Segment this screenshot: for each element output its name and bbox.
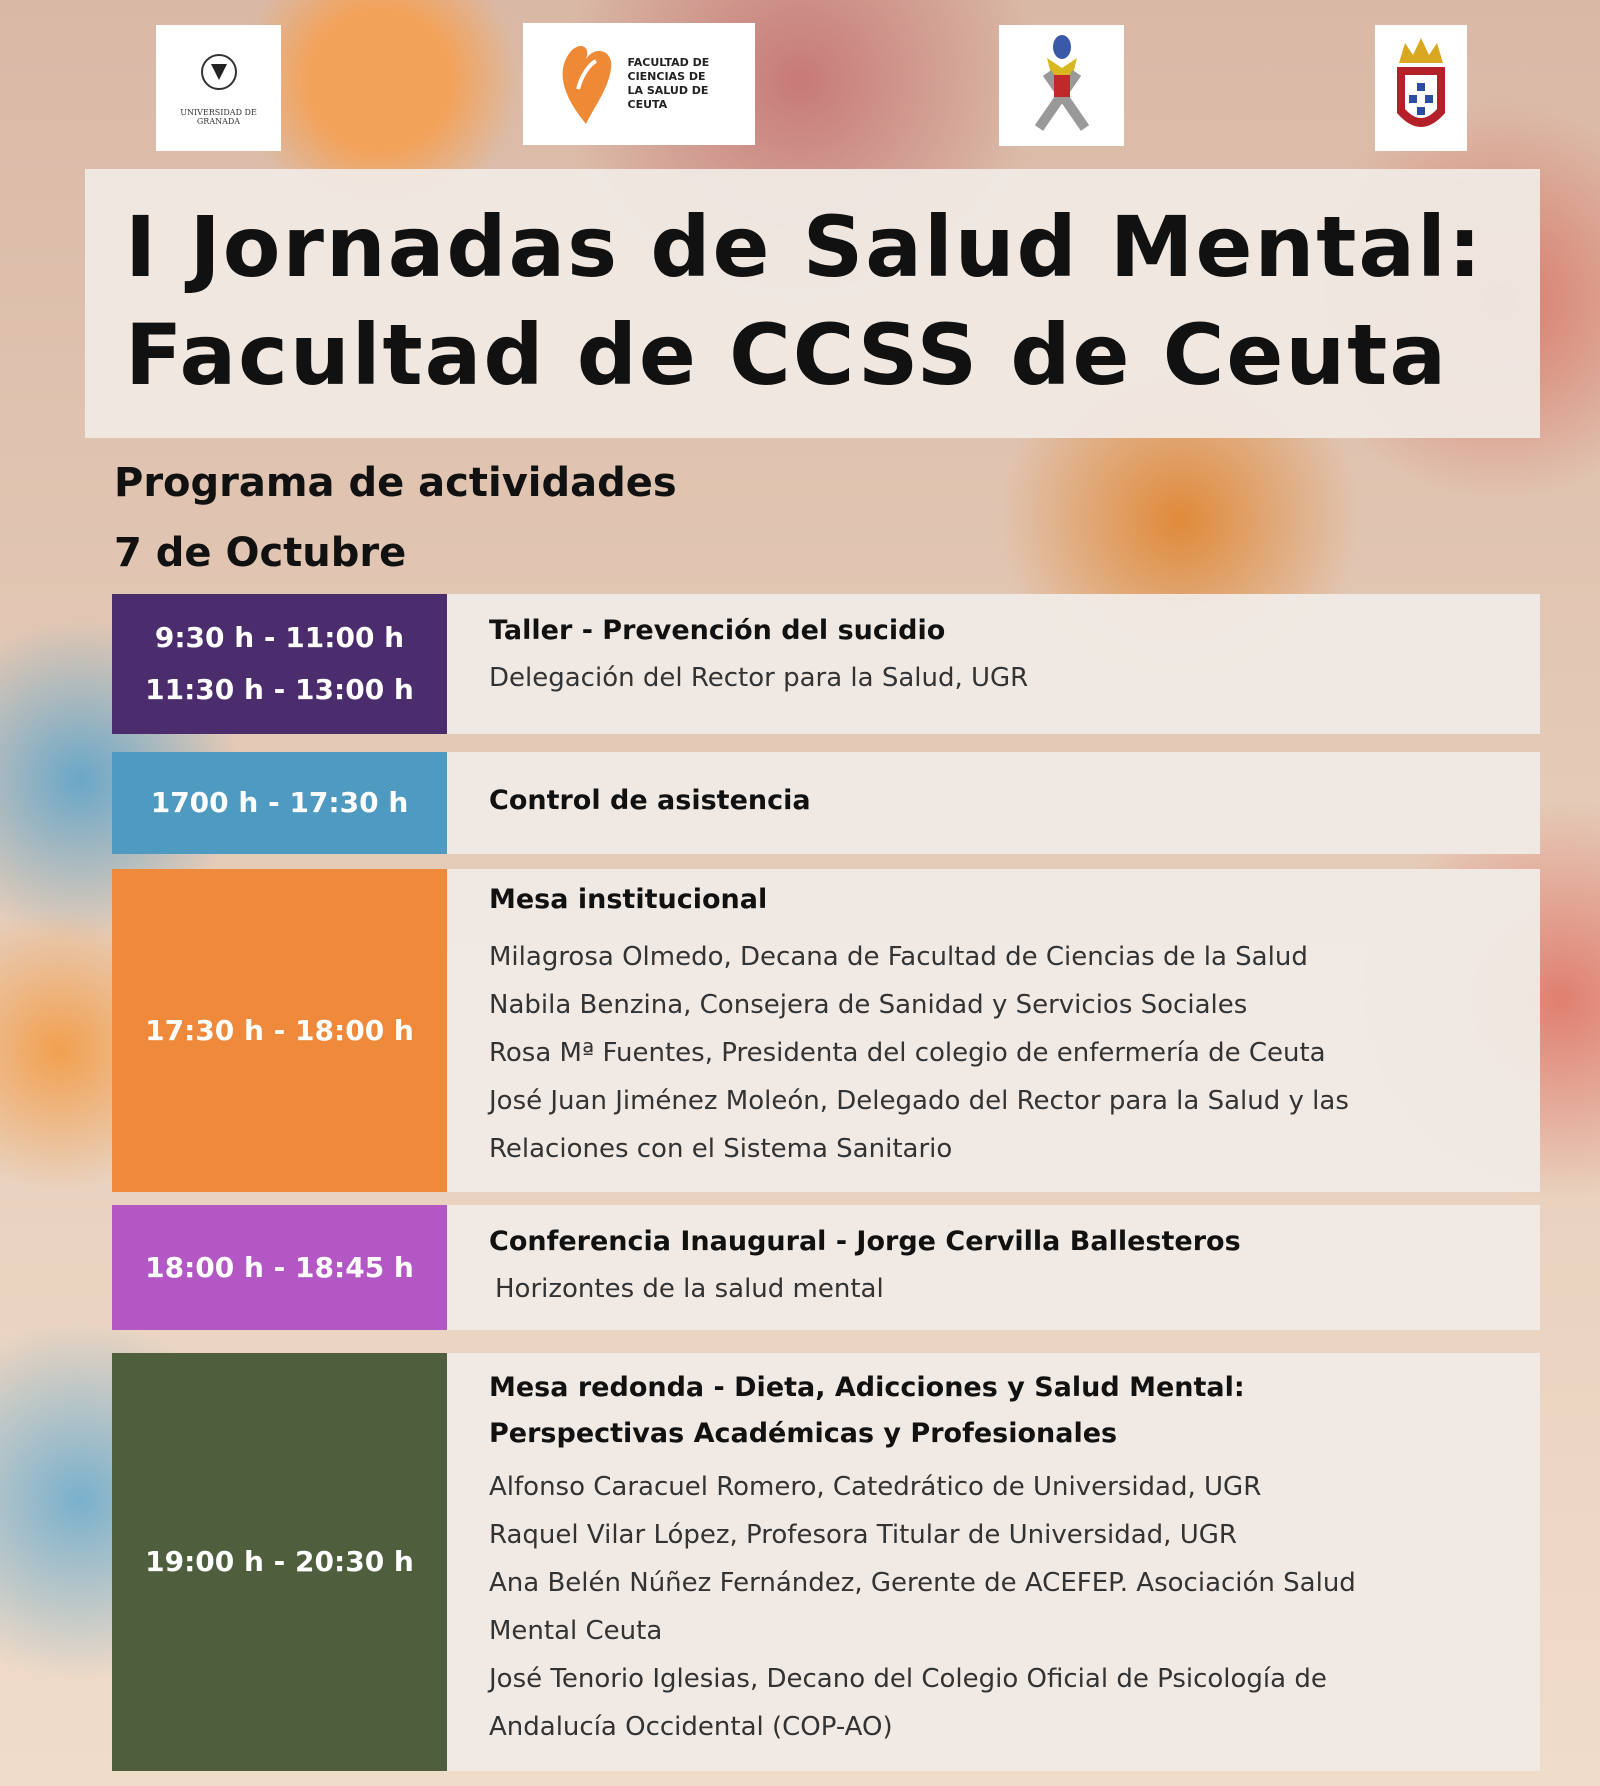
ugr-logo-text: UNIVERSIDAD DE GRANADA — [180, 108, 257, 126]
time-label: 11:30 h - 13:00 h — [145, 673, 414, 706]
time-label: 19:00 h - 20:30 h — [145, 1545, 414, 1578]
time-slot — [112, 1353, 447, 1771]
ribbon-crest-icon — [1027, 33, 1097, 138]
activity-detail: José Tenorio Iglesias, Decano del Colegio Oficial de Psicología de — [489, 1664, 1327, 1694]
activity-title: Mesa redonda - Dieta, Adicciones y Salud Mental: — [489, 1372, 1245, 1403]
facultad-logo — [523, 23, 755, 145]
ugr-crest-icon — [199, 50, 239, 100]
heart-leaf-icon — [556, 39, 616, 129]
time-label: 18:00 h - 18:45 h — [145, 1250, 414, 1284]
coat-of-arms-icon — [1391, 33, 1451, 143]
time-label: 1700 h - 17:30 h — [150, 786, 409, 819]
activity-detail: Rosa Mª Fuentes, Presidenta del colegio de enfermería de Ceuta — [489, 1038, 1326, 1068]
ceuta-coat-of-arms — [1375, 25, 1467, 151]
activity-title: Conferencia Inaugural - Jorge Cervilla Ballesteros — [489, 1226, 1241, 1257]
activity-detail: Mental Ceuta — [489, 1616, 663, 1646]
activity-card — [447, 1353, 1540, 1771]
activity-card — [447, 594, 1540, 734]
activity-title: Mesa institucional — [489, 884, 768, 915]
activity-detail: Horizontes de la salud mental — [495, 1274, 884, 1304]
activity-detail: Nabila Benzina, Consejera de Sanidad y Servicios Sociales — [489, 990, 1248, 1020]
time-slot — [112, 594, 447, 734]
activity-card — [447, 869, 1540, 1192]
activity-detail: Raquel Vilar López, Profesora Titular de Universidad, UGR — [489, 1520, 1237, 1550]
time-slot — [112, 752, 447, 854]
ribbon-crest-logo — [999, 25, 1124, 146]
activity-title: Control de asistencia — [489, 785, 811, 816]
program-date: 7 de Octubre — [114, 530, 407, 576]
activity-detail: Delegación del Rector para la Salud, UGR — [489, 663, 1029, 693]
title-line-2: Facultad de CCSS de Ceuta — [125, 306, 1449, 404]
time-slot — [112, 869, 447, 1192]
time-label: 17:30 h - 18:00 h — [145, 1013, 414, 1047]
time-label: 9:30 h - 11:00 h — [154, 621, 405, 654]
activity-title: Taller - Prevención del sucidio — [489, 615, 946, 646]
title-box — [85, 169, 1540, 438]
activity-card — [447, 752, 1540, 854]
activity-detail: Ana Belén Núñez Fernández, Gerente de ACEFEP. Asociación Salud — [489, 1568, 1356, 1598]
activity-detail: José Juan Jiménez Moleón, Delegado del Rector para la Salud y las — [489, 1086, 1349, 1116]
activity-detail: Milagrosa Olmedo, Decana de Facultad de Ciencias de la Salud — [489, 942, 1308, 972]
program-heading: Programa de actividades — [114, 460, 677, 506]
title-line-1: I Jornadas de Salud Mental: — [125, 198, 1484, 296]
activity-title-continued: Perspectivas Académicas y Profesionales — [489, 1418, 1118, 1449]
time-slot — [112, 1205, 447, 1330]
activity-detail: Alfonso Caracuel Romero, Catedrático de Universidad, UGR — [489, 1472, 1262, 1502]
activity-card — [447, 1205, 1540, 1330]
facultad-logo-text: FACULTAD DE CIENCIAS DE LA SALUD DE CEUTA — [627, 56, 710, 111]
activity-detail: Relaciones con el Sistema Sanitario — [489, 1134, 953, 1164]
activity-detail: Andalucía Occidental (COP-AO) — [489, 1712, 893, 1742]
ugr-logo — [156, 25, 281, 151]
